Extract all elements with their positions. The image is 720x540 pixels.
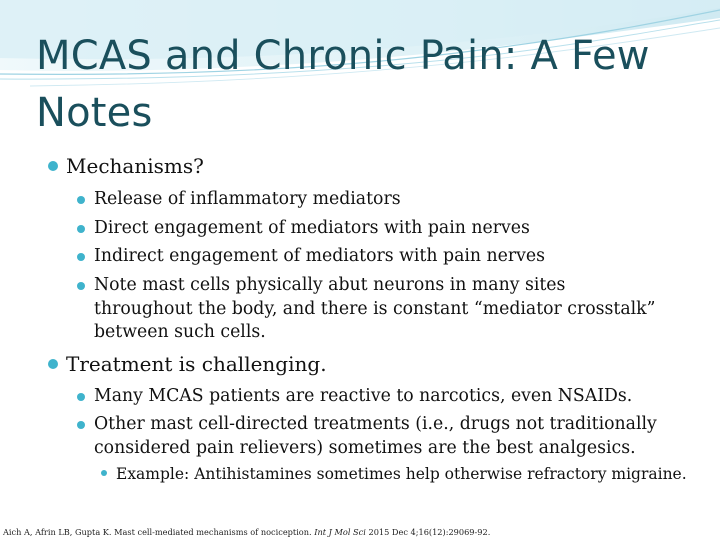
title-line-2: Notes xyxy=(36,90,153,136)
bullet-icon xyxy=(48,161,58,171)
citation-authors: Aich A, Afrin LB, Gupta K. Mast cell-mediated mechanisms of nociception. xyxy=(3,527,312,537)
citation xyxy=(3,527,490,538)
slide-title xyxy=(36,28,696,142)
list-item: Indirect engagement of mediators with pain nerves xyxy=(94,246,545,266)
bullet-icon xyxy=(77,225,85,233)
list-item: Direct engagement of mediators with pain nerves xyxy=(94,218,530,238)
section-heading-treatment: Treatment is challenging. xyxy=(66,352,327,376)
list-item-line: considered pain relievers) sometimes are the best analgesics. xyxy=(94,437,636,458)
list-item-line: throughout the body, and there is constant “mediator crosstalk” xyxy=(94,298,656,319)
bullet-icon xyxy=(77,253,85,261)
bullet-icon xyxy=(77,196,85,204)
citation-details: 2015 Dec 4;16(12):29069-92. xyxy=(368,527,491,537)
list-item-line: Note mast cells physically abut neurons in many sites xyxy=(94,275,566,295)
title-line-1: MCAS and Chronic Pain: A Few xyxy=(36,33,650,79)
bullet-icon xyxy=(77,282,85,290)
section-heading-mechanisms: Mechanisms? xyxy=(66,154,204,178)
list-item-treatments xyxy=(94,413,657,460)
citation-journal: Int J Mol Sci xyxy=(314,527,366,537)
sub-list-item: Example: Antihistamines sometimes help otherwise refractory migraine. xyxy=(116,465,687,483)
list-item: Many MCAS patients are reactive to narcotics, even NSAIDs. xyxy=(94,386,633,406)
list-item-line: between such cells. xyxy=(94,322,266,342)
bullet-icon xyxy=(48,359,58,369)
bullet-icon xyxy=(77,421,85,429)
list-item-line: Other mast cell-directed treatments (i.e., drugs not traditionally xyxy=(94,414,657,434)
bullet-icon xyxy=(77,393,85,401)
bullet-icon xyxy=(101,470,107,476)
list-item: Release of inflammatory mediators xyxy=(94,189,401,209)
list-item-mast-cells xyxy=(94,274,655,345)
